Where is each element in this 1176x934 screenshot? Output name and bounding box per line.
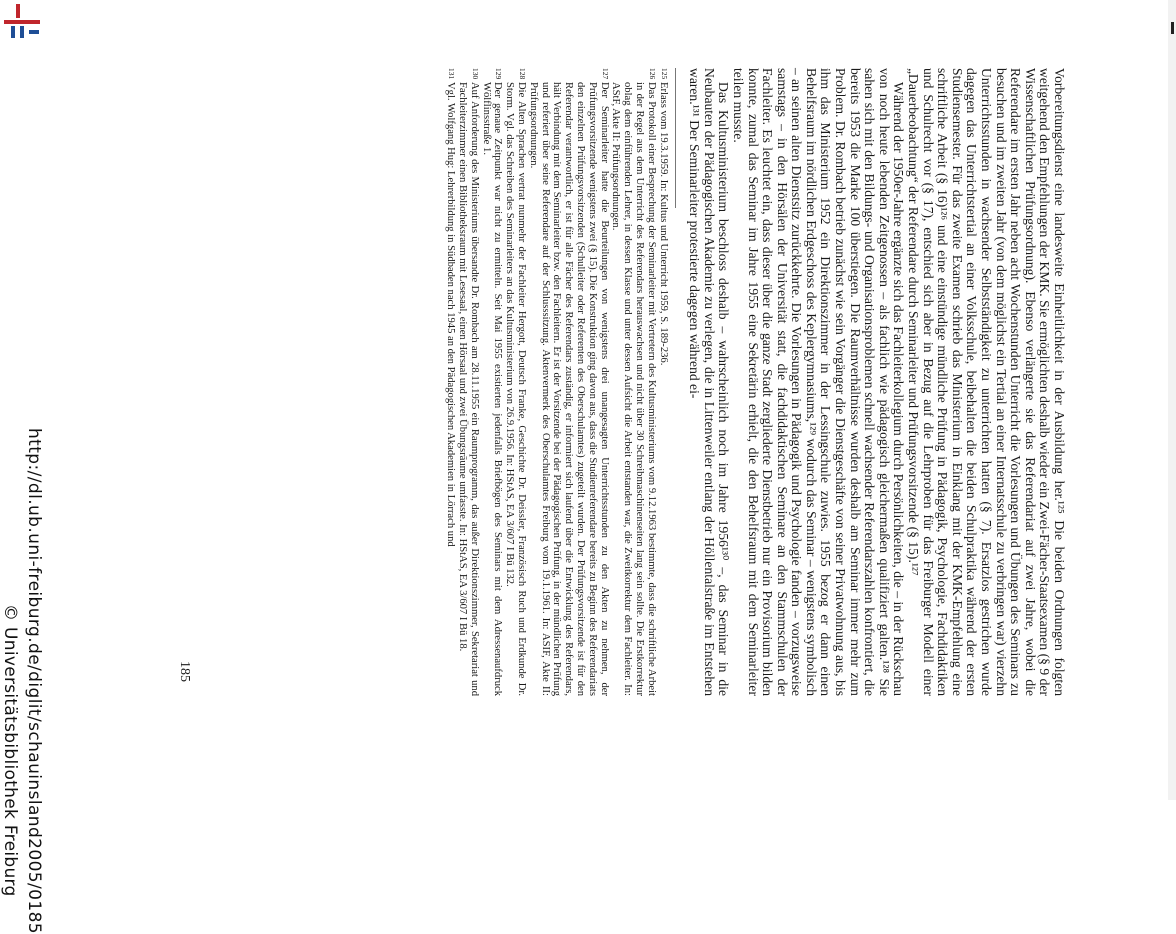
ub-freiburg-logo-icon [0, 0, 46, 46]
footnote [503, 68, 527, 696]
scanned-page [156, 68, 1066, 696]
copyright-notice: © Universitätsbibliothek Freiburg [0, 604, 20, 897]
page-number: 185 [176, 661, 192, 682]
footnote [456, 68, 480, 696]
paragraph: Vorbereitungsdienst eine landesweite Einheitlichkeit in der Ausbildung her.¹²⁵ Die beiden Ordnungen folgten weitgehend den Empfehlungen der KMK. Sie ermöglichten deshalb wieder ein Zwei-Fächer-Staatsexamen (§ 9 der Wissenschaftlichen Prüfungsordnung). Ebenso verlängerte sie das Referendariat auf zwei Jahre, wobei die Referendare im ersten Jahr neben acht Wochenstunden Unterricht die Vorlesungen und Übungen des Seminars zu besuchen und im zweiten Jahr (von dem möglichst ein Tertial an einer Internatsschule zu verbringen war) vierzehn Unterrichtsstunden in wachsender Selbstständigkeit zu unterrichten hatten (§ 7). Ersatzlos gestrichen wurde dagegen das Unterrichtstertial an einer Volksschule, beibehalten die beiden Schulpraktika während der ersten Studiensemester. Für das zweite Examen schrieb das Ministerium in Einklang mit der KMK-Empfehlung eine schriftliche Arbeit (§ 16)¹²⁶ und eine einstündige mündliche Prüfung in Pädagogik, Psychologie, Fachdidaktiken und Schulrecht vor (§ 17), entschied sich aber in Bezug auf die Lehrproben für das Freiburger Modell einer „Dauerbeobachtung“ der Referendare durch Seminarleiter und Prüfungsvorsitzende (§ 15).¹²⁷ [906, 68, 1067, 696]
footnotes [444, 68, 668, 696]
footnote-text: Der Seminarleiter hatte die Beurteilungen von wenigstens drei unangesagten Unterrichtsstunden zu den Akten zu nehmen, der Prüfungsvorsitzende wenigstens zwei (§ 15). Die Konstruktion ging davon aus, dass die Studienreferendare bereits zu Beginn des Referendariats den einzelnen Prüfungsvorsitzenden (Schulleiter oder Referenten des Oberschulamtes) zugeteilt wurden. Der Prüfungsvorsitzende ist für den Referendar verantwortlich, er ist für alle Fächer des Referendars zuständig, er informiert sich laufend über die Entwicklung des Referendars, hält Verbindung mit dem Seminarleiter bzw. den Fachleitern. Er ist der Vorsitzende bei der Pädagogischen Prüfung, in der mündlichen Prüfung und referiert über seine Referendare auf der Schlusssitzung. Aktenvermerk des Oberschulamtes Freiburg vom 19.1.1961. In: ASIF, Akte II: Prüfungsordnungen. [527, 82, 610, 696]
footnote-number: 129 [494, 68, 504, 80]
paragraph: Während der 1950er-Jahre ergänzte sich das Fachleiterkollegium durch Persönlichkeiten, die – in der Rückschau von noch heute lebenden Zeitgenossen – als fachlich wie pädagogisch gleichermaßen qualifiziert galten.¹²⁸ Sie sahen sich mit den Bildungs- und Organisationsproblemen schnell wachsender Referendarszahlen konfrontiert, die bereits 1953 die Marke 100 überstiegen. Die Raumverhältnisse wurden deshalb am Seminar immer mehr zum Problem. Dr. Rombach betrieb zunächst wie sein Vorgänger die Dienstgeschäfte von seiner Privatwohnung aus, bis ihm das Ministerium 1952 ein Direktionszimmer in der Lessingschule zuwies. 1955 bezog er dann einen Behelfsraum im nördlichen Erdgeschoss des Keplergymnasiums,¹²⁹ wodurch das Seminar – wenigstens symbolisch – an seinen alten Dienstsitz zurückkehrte. Die Vorlesungen in Pädagogik und Psychologie fanden – vorzugsweise samstags – in den Hörsälen der Universität statt, die fachdidaktischen Seminare an den Stammschulen der Fachleiter. Es leuchtet ein, dass dieser über die ganze Stadt zergliederte Dienstbetrieb nur ein Provisorium bilden konnte, zumal das Seminar im Jahre 1955 eine Sekretärin erhielt, die den Behelfsraum mit dem Seminarleiter teilen musste. [730, 68, 907, 696]
right-scrollbar[interactable] [1168, 0, 1176, 800]
footnote-number: 130 [470, 68, 480, 80]
footnote-divider [675, 68, 676, 208]
body-text [687, 68, 1066, 696]
footnote-text: Das Protokoll einer Besprechung der Seminarleiter mit Vertretern des Kultusministeriums vom 9.12.1963 bestimmte, dass die schriftliche Arbeit in der Regel aus dem Unterricht des Referendars herauswachsen und nicht über 30 Schreibmaschinenseiten lang sein sollte. Die Erstkorrektur oblag dem einführenden Lehrer, in dessen Klasse und unter dessen Aufsicht die Arbeit entstanden war, die Zweitkorrektur dem Fachleiter. In: AStF, Akte II: Prüfungsordnungen. [610, 82, 657, 696]
footnote-number: 126 [647, 68, 657, 80]
footnote-number: 127 [600, 68, 610, 80]
footnote [480, 68, 504, 696]
footnote-number: 128 [518, 68, 527, 80]
footnote [527, 68, 610, 696]
scroll-marker-icon [1171, 22, 1174, 34]
footnote-text: Die Alten Sprachen vertrat nunmehr der Fachleiter Hergott, Deutsch Franke, Geschichte Dr. Deissler, Französisch Ruch und Erdkunde Dr. Storm. Vgl. das Schreiben des Seminarleiters an das Kultusministerium von 26.9.1956. In: HStAS, EA 3/607 I Bü 132. [504, 82, 527, 696]
footnote-number: 131 [447, 68, 457, 80]
footnote-text: Erlass vom 19.3.1959. In: Kultus und Unterricht 1959, S. 189-236. [657, 82, 669, 366]
footnote-text: Auf Anforderung des Ministeriums übersandte Dr. Rombach am 28.11.1955 ein Raumprogramm, das außer Direktionszimmer, Sekretariat und Fachleiterzimmer einen Bibliotheksraum mit Lesesaal, einen Hörsaal und zwei Übungsräume umfasste. In: HStAS, EA 3/607 I Bü 18. [457, 82, 480, 696]
sidebar [0, 46, 46, 934]
footnote-text: Der genaue Zeitpunkt war nicht zu ermitteln. Seit Mai 1955 existierten jedenfalls Briefbögen des Seminars mit dem Adressenaufdruck Wölflinsstraße 1. [480, 82, 504, 696]
permalink-url[interactable]: http://dl.ub.uni-freiburg.de/diglit/schauinsland2005/0185 [24, 428, 44, 934]
footnote [444, 68, 456, 696]
footnote-text: Vgl. Wolfgang Hug: Lehrerbildung in Südbaden nach 1945 an den Pädagogischen Akademien in Lörrach und [445, 82, 457, 547]
footnote [610, 68, 657, 696]
footnote [657, 68, 669, 696]
paragraph: Das Kultusministerium beschloss deshalb – wahrscheinlich noch im Jahre 1956¹³⁰ –, das Seminar in die Neubauten der Pädagogischen Akademie zu verlegen, die in Littenweiler entlang der Höllentalstraße im Entstehen waren.¹³¹ Der Seminarleiter protestierte dagegen während ei- [687, 68, 732, 696]
footnote-number: 125 [659, 68, 669, 80]
